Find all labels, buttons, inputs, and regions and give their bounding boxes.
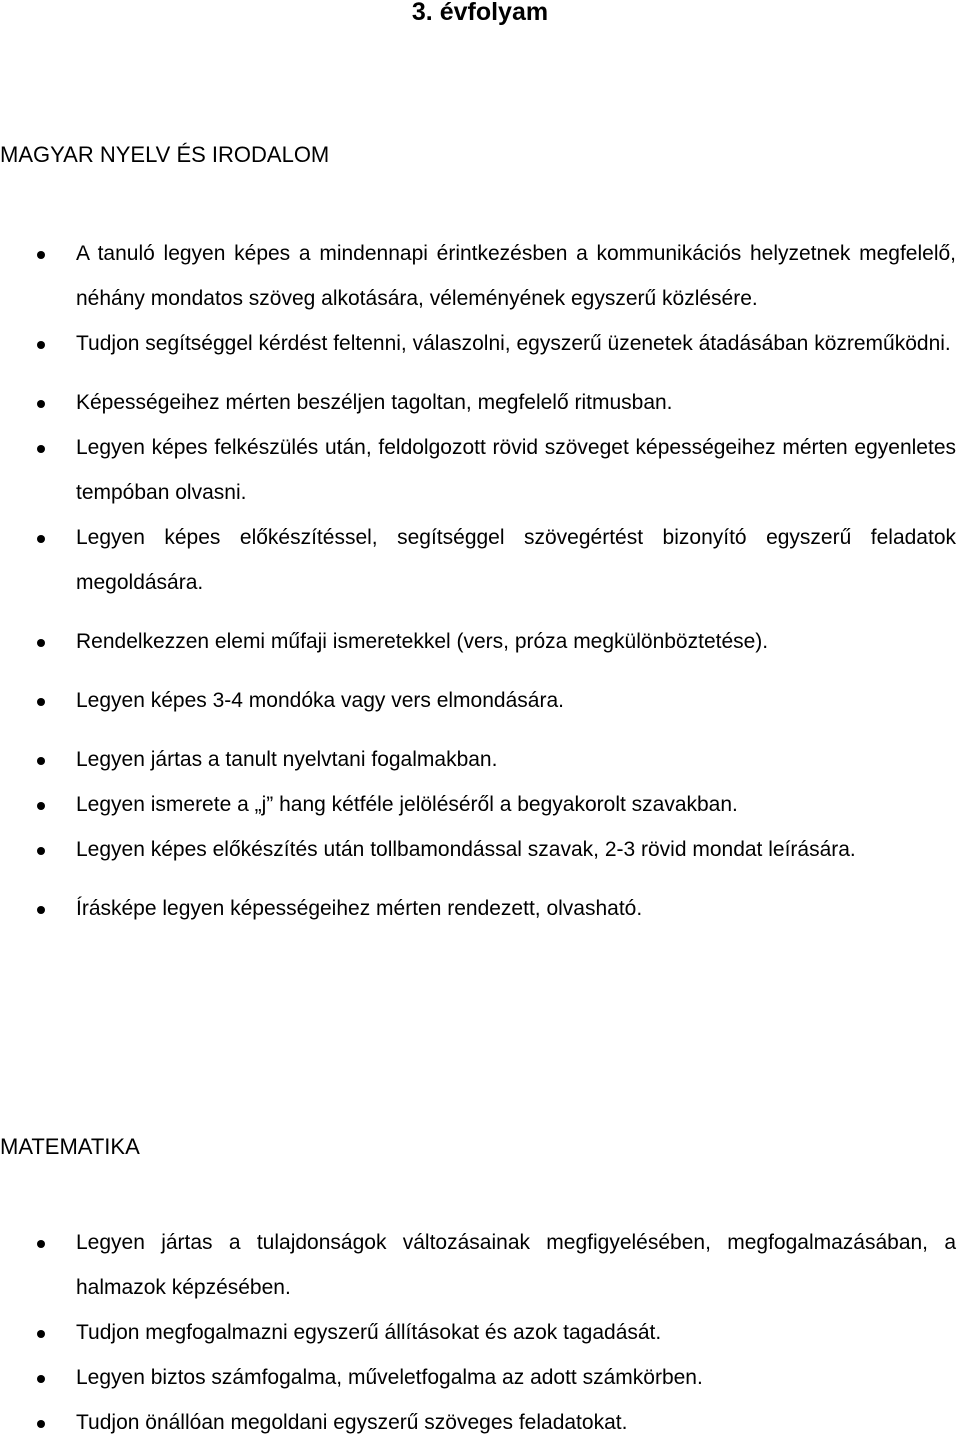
list-item [0,619,956,664]
bullet-icon [37,802,45,810]
bullet-icon [37,1330,45,1338]
list-item [0,515,956,605]
list-item [0,1355,956,1400]
list-item-text: Rendelkezzen elemi műfaji ismeretekkel (vers, próza megkülönböztetése). [76,630,769,653]
list-item [0,321,956,366]
matematika-requirements-list [0,1220,956,1445]
section-heading-matematika: MATEMATIKA [0,1134,140,1159]
list-item-text: Legyen jártas a tanult nyelvtani fogalmakban. [76,748,498,771]
bullet-icon [37,757,45,765]
list-item-text: Képességeihez mérten beszéljen tagoltan, megfelelő ritmusban. [76,391,673,414]
bullet-icon [37,251,45,259]
list-item-text: Tudjon segítséggel kérdést feltenni, válaszolni, egyszerű üzenetek átadásában közreműködni. [76,332,951,355]
bullet-icon [37,400,45,408]
list-item-text: A tanuló legyen képes a mindennapi érintkezésben a kommunikációs helyzetnek megfelelő, néhány mondatos szöveg alkotására, véleményének egyszerű közlésére. [76,242,956,310]
list-item-text: Írásképe legyen képességeihez mérten rendezett, olvasható. [76,897,643,920]
list-item [0,1310,956,1355]
bullet-icon [37,445,45,453]
bullet-icon [37,535,45,543]
list-item-text: Tudjon megfogalmazni egyszerű állításokat és azok tagadását. [76,1321,662,1344]
list-item-text: Legyen ismerete a „j” hang kétféle jelöléséről a begyakorolt szavakban. [76,793,738,816]
list-item [0,1400,956,1445]
list-item [0,886,956,931]
list-item-text: Legyen képes előkészítés után tollbamondással szavak, 2-3 rövid mondat leírására. [76,838,856,861]
list-item [0,1220,956,1310]
bullet-icon [37,1240,45,1248]
list-item [0,678,956,723]
list-item [0,737,956,782]
list-item [0,827,956,872]
bullet-icon [37,847,45,855]
bullet-icon [37,1420,45,1428]
list-item-text: Legyen képes felkészülés után, feldolgozott rövid szöveget képességeihez mérten egyenletes tempóban olvasni. [76,436,956,504]
bullet-icon [37,1375,45,1383]
list-item-text: Legyen jártas a tulajdonságok változásainak megfigyelésében, megfogalmazásában, a halmazok képzésében. [76,1231,956,1299]
list-item-text: Legyen képes előkészítéssel, segítséggel szövegértést bizonyító egyszerű feladatok megoldására. [76,526,956,594]
bullet-icon [37,906,45,914]
bullet-icon [37,341,45,349]
magyar-requirements-list [0,231,956,931]
list-item [0,231,956,321]
bullet-icon [37,639,45,647]
page-title: 3. évfolyam [411,0,549,26]
bullet-icon [37,698,45,706]
list-item [0,380,956,425]
list-item-text: Legyen képes 3-4 mondóka vagy vers elmondására. [76,689,564,712]
section-heading-magyar: MAGYAR NYELV ÉS IRODALOM [0,142,330,167]
list-item-text: Tudjon önállóan megoldani egyszerű szöveges feladatokat. [76,1411,628,1434]
list-item-text: Legyen biztos számfogalma, műveletfogalma az adott számkörben. [76,1366,703,1389]
list-item [0,425,956,515]
list-item [0,782,956,827]
